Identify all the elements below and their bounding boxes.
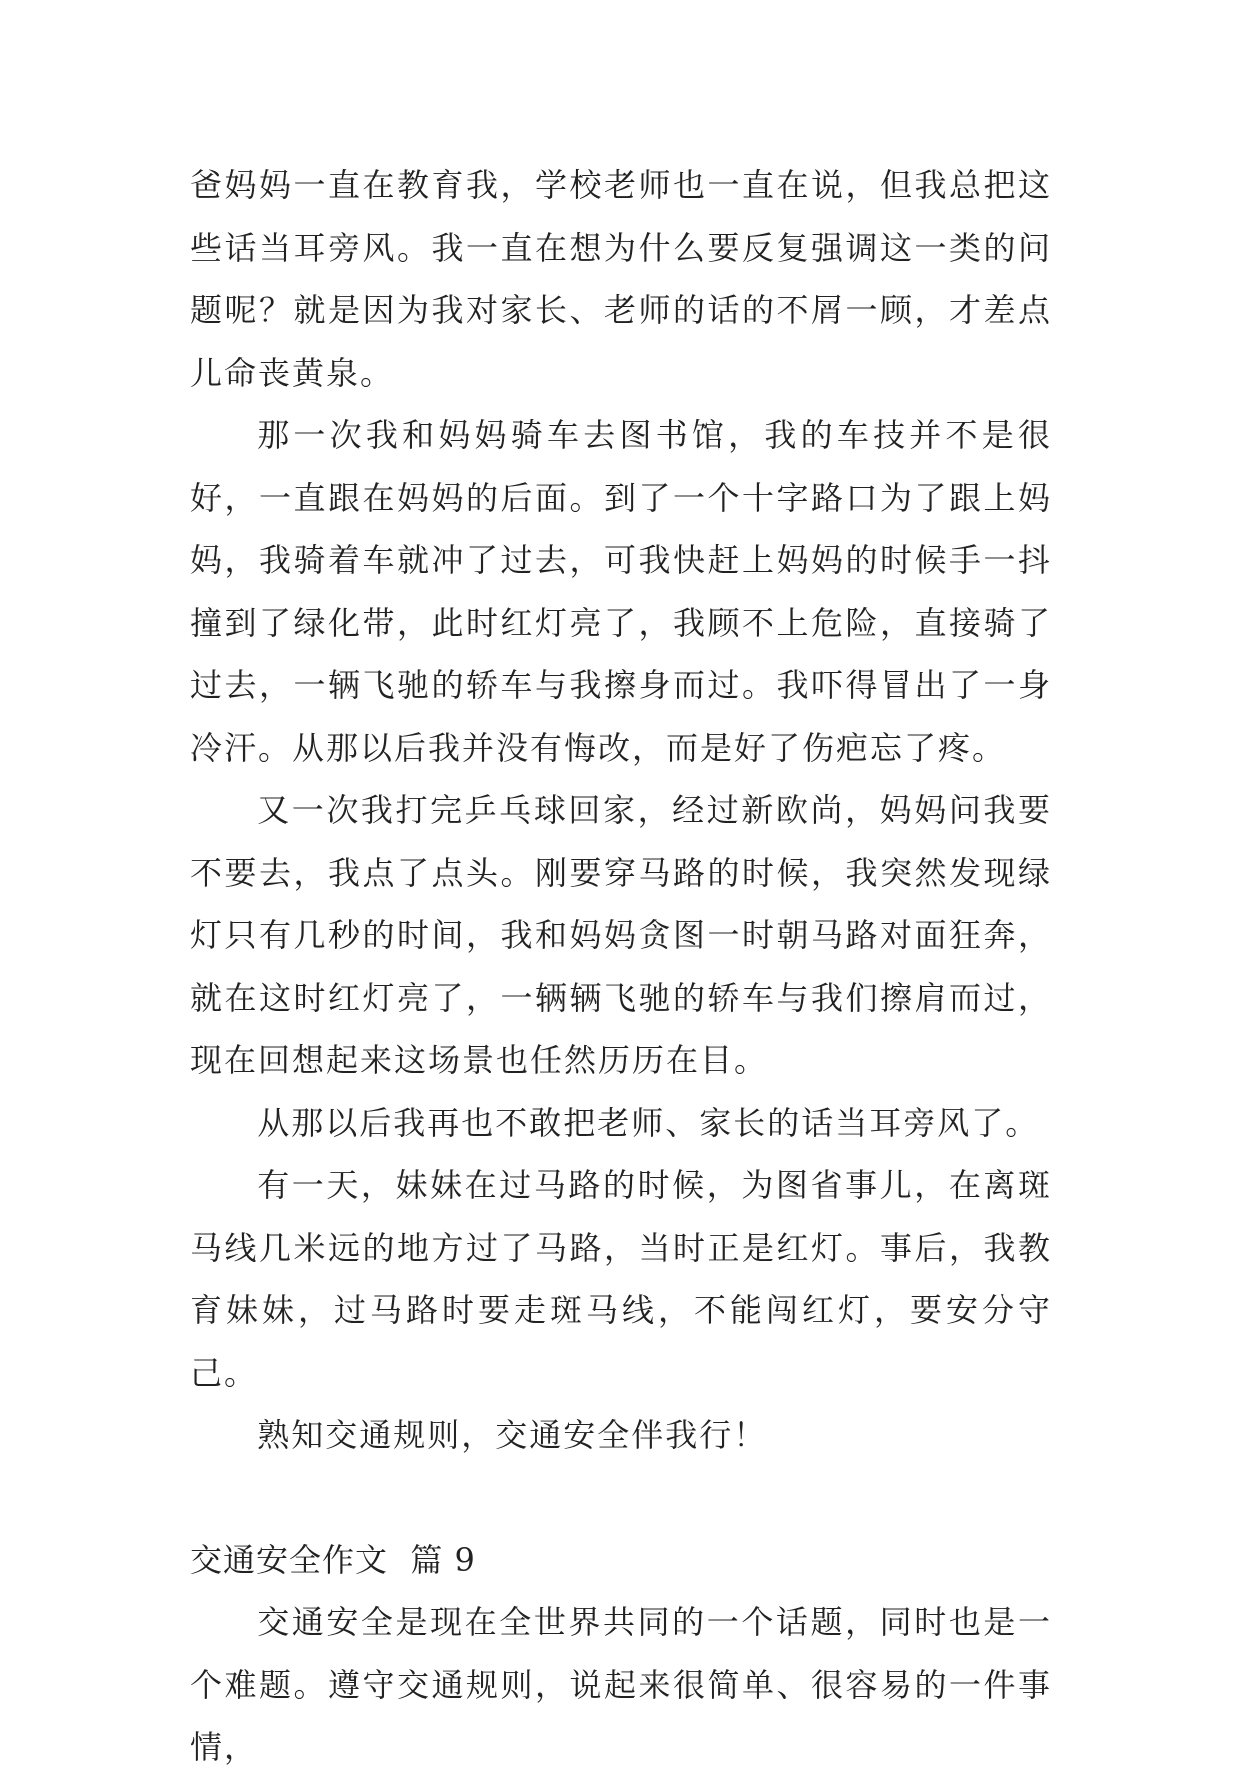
paragraph-2: 那一次我和妈妈骑车去图书馆，我的车技并不是很好，一直跟在妈妈的后面。到了一个十字路口为了跟上妈妈，我骑着车就冲了过去，可我快赶上妈妈的时候手一抖撞到了绿化带，此时红灯亮了，我顾不上危险，直接骑了过去，一辆飞驰的轿车与我擦身而过。我吓得冒出了一身冷汗。从那以后我并没有悔改，而是好了伤疤忘了疼。 [190, 416, 1052, 767]
paragraph-1: 爸妈妈一直在教育我，学校老师也一直在说，但我总把这些话当耳旁风。我一直在想为什么要反复强调这一类的问题呢？就是因为我对家长、老师的话的不屑一顾，才差点儿命丧黄泉。 [190, 166, 1052, 392]
paragraph-3: 又一次我打完乒乓球回家，经过新欧尚，妈妈问我要不要去，我点了点头。刚要穿马路的时候，我突然发现绿灯只有几秒的时间，我和妈妈贪图一时朝马路对面狂奔，就在这时红灯亮了，一辆辆飞驰的轿车与我们擦肩而过，现在回想起来这场景也任然历历在目。 [190, 791, 1052, 1079]
section-title: 交通安全作文 篇 9 [190, 1540, 476, 1579]
document-body [190, 154, 1052, 1779]
paragraph-5: 有一天，妹妹在过马路的时候，为图省事儿，在离斑马线几米远的地方过了马路，当时正是红灯。事后，我教育妹妹，过马路时要走斑马线，不能闯红灯，要安分守己。 [190, 1166, 1052, 1392]
paragraph-6: 熟知交通规则，交通安全伴我行！ [257, 1416, 768, 1454]
paragraph-4: 从那以后我再也不敢把老师、家长的话当耳旁风了。 [257, 1103, 1040, 1142]
paragraph-7: 交通安全是现在全世界共同的一个话题，同时也是一个难题。遵守交通规则，说起来很简单、很容易的一件事情， [190, 1603, 1052, 1766]
